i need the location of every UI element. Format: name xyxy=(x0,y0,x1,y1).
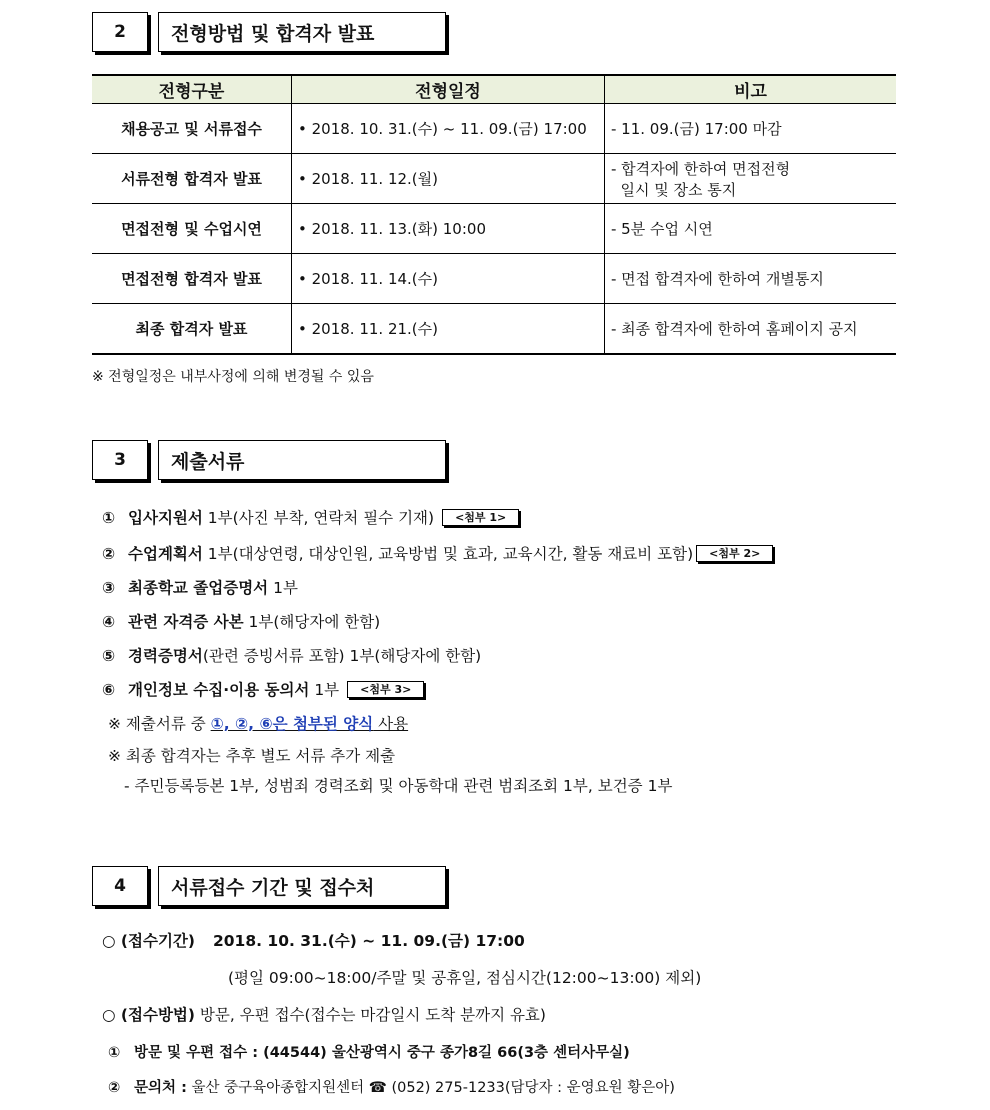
document-item xyxy=(102,542,773,564)
document-detail: 1부(해당자에 한함) xyxy=(243,613,381,631)
item-number: ⑤ xyxy=(102,647,116,665)
stage-cell: 채용공고 및 서류접수 xyxy=(92,104,292,154)
section-title: 서류접수 기간 및 접수처 xyxy=(158,866,446,906)
date-cell: • 2018. 11. 14.(수) xyxy=(292,254,605,304)
table-row xyxy=(92,154,896,204)
attachment-tag: <첨부 3> xyxy=(347,681,424,698)
column-header-date: 전형일정 xyxy=(292,75,605,104)
attachment-note xyxy=(108,712,408,734)
document-item xyxy=(102,678,424,700)
document-detail: 1부 xyxy=(268,579,298,597)
column-header-note: 비고 xyxy=(605,75,897,104)
note-suffix: 사용 xyxy=(373,715,409,733)
item-number: ① xyxy=(102,509,116,527)
additional-docs-list: - 주민등록등본 1부, 성범죄 경력조회 및 아동학대 관련 범죄조회 1부, 보건증 1부 xyxy=(124,777,673,795)
date-cell: • 2018. 11. 13.(화) 10:00 xyxy=(292,204,605,254)
note-cell xyxy=(605,254,897,304)
method-label: ○ (접수방법) xyxy=(102,1006,195,1024)
period-value: 2018. 10. 31.(수) ~ 11. 09.(금) 17:00 xyxy=(212,932,525,950)
note-cell xyxy=(605,154,897,204)
stage-cell: 면접전형 합격자 발표 xyxy=(92,254,292,304)
item-number: ④ xyxy=(102,613,116,631)
section-number: 2 xyxy=(92,12,148,52)
section-number: 4 xyxy=(92,866,148,906)
schedule-footnote: ※ 전형일정은 내부사정에 의해 변경될 수 있음 xyxy=(92,369,374,385)
note-cell xyxy=(605,304,897,355)
item-number: ① xyxy=(108,1045,121,1061)
note-prefix: ※ 제출서류 중 xyxy=(108,715,211,733)
document-detail: (관련 증빙서류 포함) 1부(해당자에 한함) xyxy=(202,647,482,665)
address-text: 방문 및 우편 접수 : (44544) 울산광역시 중구 종가8길 66(3층 센터사무실) xyxy=(134,1045,630,1061)
column-header-stage: 전형구분 xyxy=(92,75,292,104)
table-row xyxy=(92,254,896,304)
section-number: 3 xyxy=(92,440,148,480)
attachment-forms-link: ①, ②, ⑥은 첨부된 양식 xyxy=(210,715,374,733)
contact-text: 울산 중구육아종합지원센터 ☎ (052) 275-1233(담당자 : 운영요원 황은아) xyxy=(186,1080,675,1096)
item-number: ② xyxy=(102,545,116,563)
document-item xyxy=(102,506,519,528)
application-address xyxy=(108,1041,630,1062)
document-item xyxy=(102,576,298,598)
document-name: 경력증명서 xyxy=(128,647,203,665)
document-name: 수업계획서 xyxy=(128,545,203,563)
note-cell xyxy=(605,204,897,254)
section-title: 제출서류 xyxy=(158,440,446,480)
note-line: - 11. 09.(금) 17:00 마감 xyxy=(611,120,782,138)
period-detail: (평일 09:00~18:00/주말 및 공휴일, 점심시간(12:00~13:00) 제외) xyxy=(228,969,702,987)
table-row xyxy=(92,204,896,254)
note-line: - 면접 합격자에 한하여 개별통지 xyxy=(611,270,824,288)
table-row xyxy=(92,304,896,355)
document-name: 입사지원서 xyxy=(128,509,203,527)
additional-docs-note: ※ 최종 합격자는 추후 별도 서류 추가 제출 xyxy=(108,747,396,765)
attachment-tag: <첨부 1> xyxy=(442,509,519,526)
stage-cell: 면접전형 및 수업시연 xyxy=(92,204,292,254)
date-cell: • 2018. 11. 12.(월) xyxy=(292,154,605,204)
application-method xyxy=(102,1003,546,1025)
stage-cell: 최종 합격자 발표 xyxy=(92,304,292,355)
document-item xyxy=(102,610,380,632)
item-number: ③ xyxy=(102,579,116,597)
note-line: 일시 및 장소 통지 xyxy=(611,180,737,199)
item-number: ② xyxy=(108,1080,121,1096)
application-period xyxy=(102,929,525,951)
stage-cell: 서류전형 합격자 발표 xyxy=(92,154,292,204)
note-cell xyxy=(605,104,897,154)
date-cell: • 2018. 10. 31.(수) ~ 11. 09.(금) 17:00 xyxy=(292,104,605,154)
method-value: 방문, 우편 접수(접수는 마감일시 도착 분까지 유효) xyxy=(194,1006,546,1024)
date-cell: • 2018. 11. 21.(수) xyxy=(292,304,605,355)
document-name: 관련 자격증 사본 xyxy=(128,613,244,631)
section-title: 전형방법 및 합격자 발표 xyxy=(158,12,446,52)
item-number: ⑥ xyxy=(102,681,116,699)
period-label: ○ (접수기간) xyxy=(102,932,195,950)
table-header-row xyxy=(92,75,896,104)
document-detail: 1부(사진 부착, 연락처 필수 기재) xyxy=(202,509,435,527)
document-name: 개인정보 수집·이용 동의서 xyxy=(128,681,310,699)
table-row xyxy=(92,104,896,154)
document-detail: 1부 xyxy=(309,681,340,699)
attachment-tag: <첨부 2> xyxy=(696,545,773,562)
document-detail: 1부(대상연령, 대상인원, 교육방법 및 효과, 교육시간, 활동 재료비 포함) xyxy=(202,545,694,563)
document-name: 최종학교 졸업증명서 xyxy=(128,579,269,597)
note-line: - 합격자에 한하여 면접전형 xyxy=(611,159,791,178)
schedule-table xyxy=(92,74,896,355)
contact-info xyxy=(108,1076,675,1097)
note-line: - 최종 합격자에 한하여 홈페이지 공지 xyxy=(611,320,858,338)
note-line: - 5분 수업 시연 xyxy=(611,220,713,238)
document-item xyxy=(102,644,481,666)
contact-label: 문의처 : xyxy=(134,1080,187,1096)
